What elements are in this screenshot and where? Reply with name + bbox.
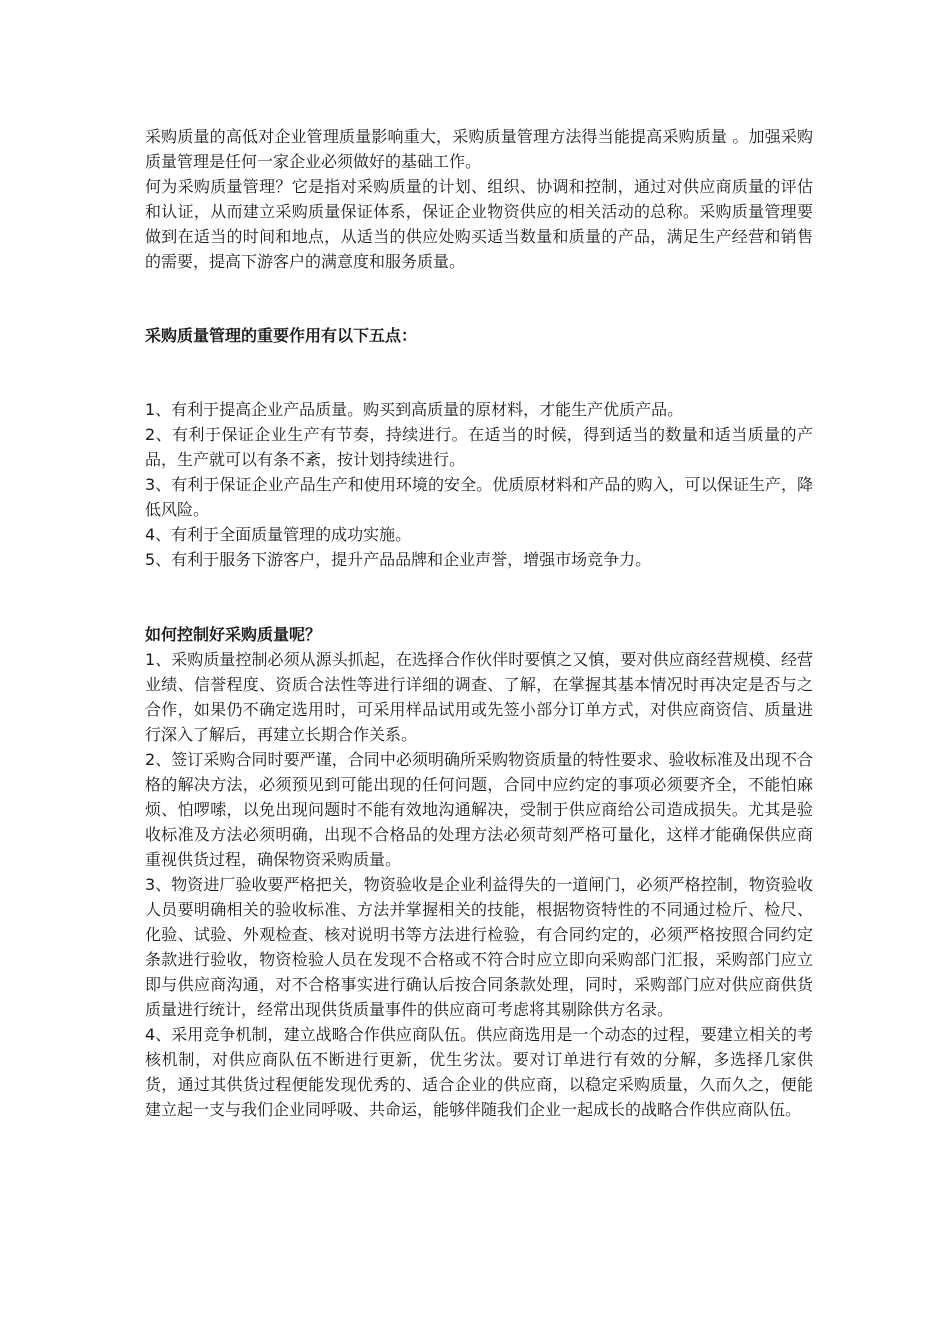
list-item: 1、采购质量控制必须从源头抓起，在选择合作伙伴时要慎之又慎，要对供应商经营规模、经营业绩、信誉程度、资质合法性等进行详细的调查、了解，在掌握其基本情况时再决定是否与之合作，如果仍不确定选用时，可采用样品试用或先签小部分订单方式，对供应商资信、质量进行深入了解后，再建立长期合作关系。	[145, 650, 813, 744]
section-heading-importance: 采购质量管理的重要作用有以下五点：	[145, 326, 418, 345]
spacer	[145, 572, 813, 622]
list-item: 3、有利于保证企业产品生产和使用环境的安全。优质原材料和产品的购入，可以保证生产，降低风险。	[145, 475, 813, 519]
list-item: 5、有利于服务下游客户，提升产品品牌和企业声誉，增强市场竞争力。	[145, 550, 652, 569]
list-item: 2、签订采购合同时要严谨，合同中必须明确所采购物资质量的特性要求、验收标准及出现不合格的解决方法，必须预见到可能出现的任何问题，合同中应约定的事项必须要齐全，不能怕麻烦、怕啰嗦，以免出现问题时不能有效地沟通解决，受制于供应商给公司造成损失。尤其是验收标准及方法必须明确，出现不合格品的处理方法必须苛刻严格可量化，这样才能确保供应商重视供货过程，确保物资采购质量。	[145, 750, 813, 869]
document-page	[145, 124, 813, 1122]
list-item: 4、采用竞争机制，建立战略合作供应商队伍。供应商选用是一个动态的过程，要建立相关的考核机制，对供应商队伍不断进行更新，优生劣汰。要对订单进行有效的分解，多选择几家供货，通过其供货过程便能发现优秀的、适合企业的供应商，以稳定采购质量，久而久之，便能建立起一支与我们企业同呼吸、共命运，能够伴随我们企业一起成长的战略合作供应商队伍。	[145, 1025, 813, 1119]
intro-paragraph-2: 何为采购质量管理？它是指对采购质量的计划、组织、协调和控制，通过对供应商质量的评估和认证，从而建立采购质量保证体系，保证企业物资供应的相关活动的总称。采购质量管理要做到在适当的时间和地点，从适当的供应处购买适当数量和质量的产品，满足生产经营和销售的需要，提高下游客户的满意度和服务质量。	[145, 177, 813, 271]
list-item: 3、物资进厂验收要严格把关，物资验收是企业利益得失的一道闸门，必须严格控制，物资验收人员要明确相关的验收标准、方法并掌握相关的技能，根据物资特性的不同通过检斤、检尺、化验、试验、外观检查、核对说明书等方法进行检验，有合同约定的，必须严格按照合同约定条款进行验收，物资检验人员在发现不合格或不符合时应立即向采购部门汇报，采购部门应立即与供应商沟通，对不合格事实进行确认后按合同条款处理，同时，采购部门应对供应商供货质量进行统计，经常出现供货质量事件的供应商可考虑将其剔除供方名录。	[145, 875, 813, 1019]
section-heading-control: 如何控制好采购质量呢？	[145, 625, 322, 644]
spacer	[145, 348, 813, 397]
list-item: 2、有利于保证企业生产有节奏，持续进行。在适当的时候，得到适当的数量和适当质量的产品，生产就可以有条不紊，按计划持续进行。	[145, 425, 813, 469]
spacer	[145, 274, 813, 323]
list-item: 1、有利于提高企业产品质量。购买到高质量的原材料，才能生产优质产品。	[145, 400, 684, 419]
intro-paragraph-1: 采购质量的高低对企业管理质量影响重大，采购质量管理方法得当能提高采购质量 。加强采购质量管理是任何一家企业必须做好的基础工作。	[145, 127, 813, 171]
list-item: 4、有利于全面质量管理的成功实施。	[145, 525, 412, 544]
